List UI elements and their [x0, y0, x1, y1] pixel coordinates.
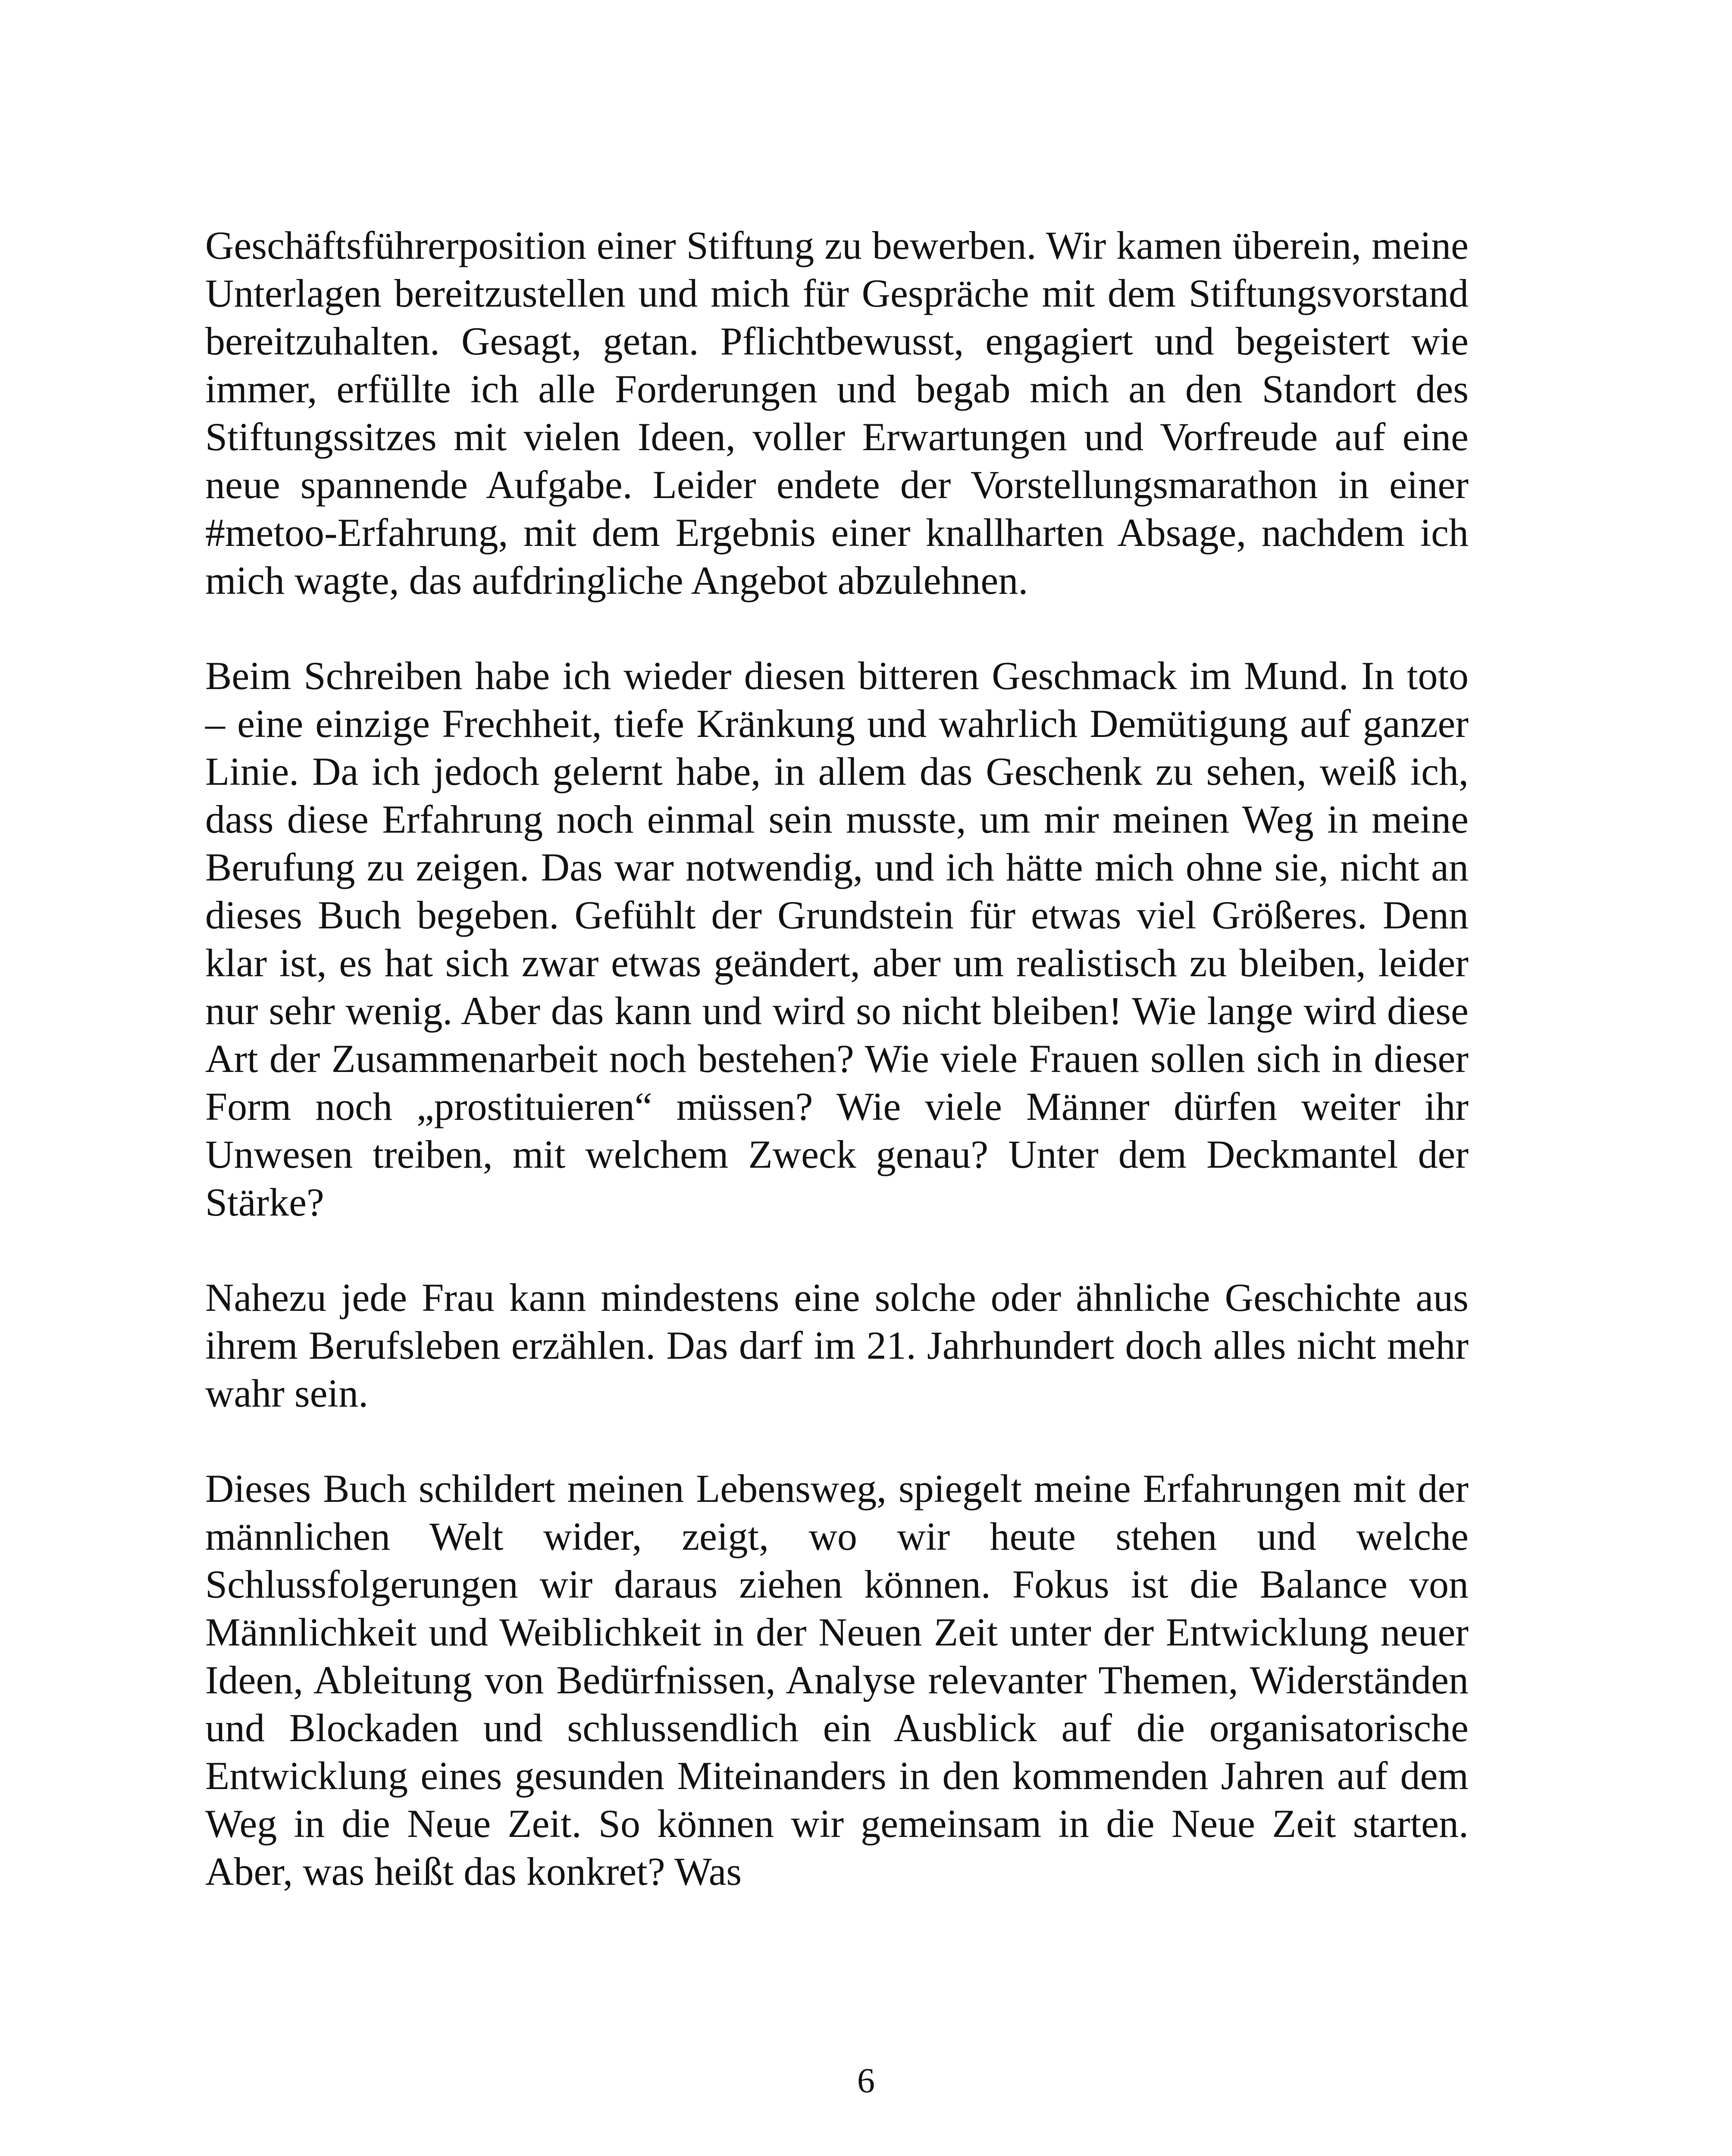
paragraph-2: Beim Schreiben habe ich wieder diesen bitteren Geschmack im Mund. In toto – eine einzige Frechheit, tiefe Kränkung und wahrlich Demütigung auf ganzer Linie. Da ich jedoch gelernt habe, in allem das Geschenk zu sehen, weiß ich, dass diese Erfahrung noch einmal sein musste, um mir meinen Weg in meine Berufung zu zeigen. Das war notwendig, und ich hätte mich ohne sie, nicht an dieses Buch begeben. Gefühlt der Grundstein für etwas viel Größeres. Denn klar ist, es hat sich zwar etwas geändert, aber um realistisch zu bleiben, leider nur sehr wenig. Aber das kann und wird so nicht bleiben! Wie lange wird diese Art der Zusammenarbeit noch bestehen? Wie viele Frauen sollen sich in dieser Form noch „prostituieren“ müssen? Wie viele Männer dürfen weiter ihr Unwesen treiben, mit welchem Zweck genau? Unter dem Deckmantel der Stärke?	[205, 654, 1469, 1224]
page-number: 6	[857, 2061, 875, 2100]
paragraph-3: Nahezu jede Frau kann mindestens eine solche oder ähnliche Geschichte aus ihrem Berufsleben erzählen. Das darf im 21. Jahrhundert doch alles nicht mehr wahr sein.	[205, 1275, 1469, 1415]
page-body	[205, 222, 1469, 1943]
paragraph-4: Dieses Buch schildert meinen Lebensweg, spiegelt meine Erfahrungen mit der männlichen Welt wider, zeigt, wo wir heute stehen und welche Schlussfolgerungen wir daraus ziehen können. Fokus ist die Balance von Männlichkeit und Weiblichkeit in der Neuen Zeit unter der Entwicklung neuer Ideen, Ableitung von Bedürfnissen, Analyse relevanter Themen, Widerständen und Blockaden und schlussendlich ein Ausblick auf die organisatorische Entwicklung eines gesunden Miteinanders in den kommenden Jahren auf dem Weg in die Neue Zeit. So können wir gemeinsam in die Neue Zeit starten. Aber, was heißt das konkret? Was	[205, 1467, 1469, 1893]
paragraph-1: Geschäftsführerposition einer Stiftung zu bewerben. Wir kamen überein, meine Unterlagen bereitzustellen und mich für Gespräche mit dem Stiftungsvorstand bereitzuhalten. Gesagt, getan. Pflichtbewusst, engagiert und begeistert wie immer, erfüllte ich alle Forderungen und begab mich an den Standort des Stiftungssitzes mit vielen Ideen, voller Erwartungen und Vorfreude auf eine neue spannende Aufgabe. Leider endete der Vorstellungsmarathon in einer #metoo-Erfahrung, mit dem Ergebnis einer knallharten Absage, nachdem ich mich wagte, das aufdringliche Angebot abzulehnen.	[205, 223, 1469, 602]
